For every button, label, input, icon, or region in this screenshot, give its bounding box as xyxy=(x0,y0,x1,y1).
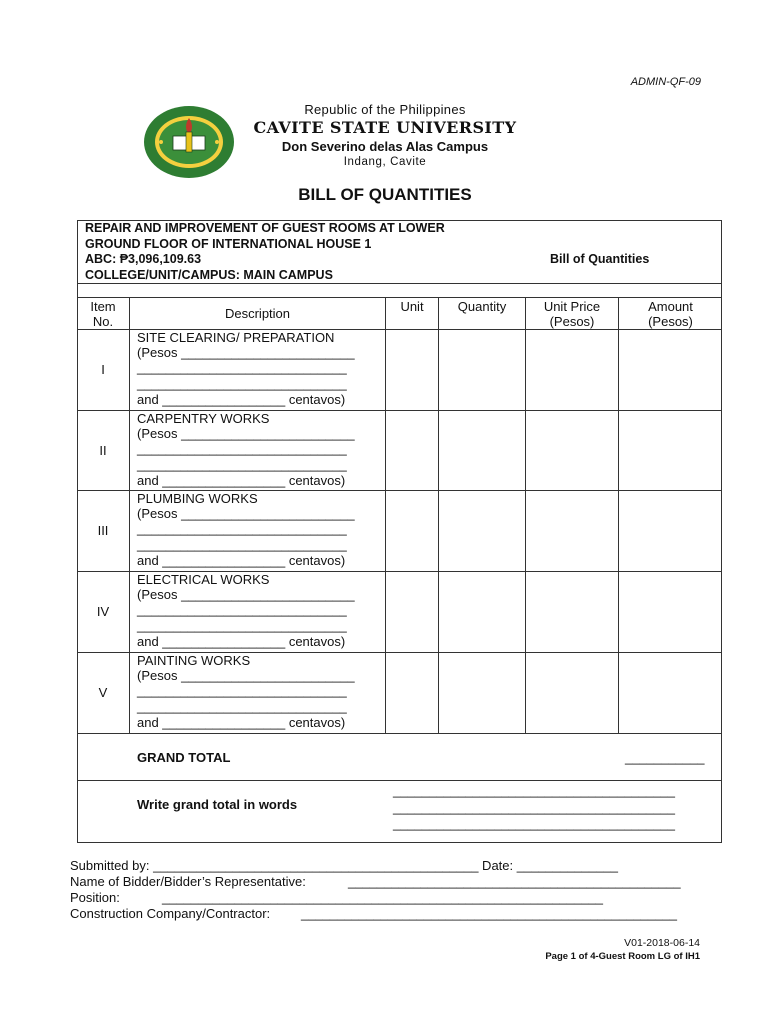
university-name: CAVITE STATE UNIVERSITY xyxy=(253,118,517,137)
item-number: II xyxy=(99,443,107,458)
pesos-line-2[interactable]: _____________________________ xyxy=(137,457,347,472)
grand-total-words-line-1[interactable]: _______________________________________ xyxy=(393,783,675,798)
position-field[interactable]: _____________________________________________________________ xyxy=(162,890,604,905)
pesos-line-1[interactable]: _____________________________ xyxy=(137,602,347,617)
position-label: Position: xyxy=(70,890,120,905)
republic-line: Republic of the Philippines xyxy=(304,102,466,117)
item-title: ELECTRICAL WORKS xyxy=(137,572,270,587)
project-unit: COLLEGE/UNIT/CAMPUS: MAIN CAMPUS xyxy=(85,268,333,282)
submitted-by-row[interactable]: Submitted by: _____________________________________________ Date: ______________ xyxy=(70,858,618,873)
item-title: PLUMBING WORKS xyxy=(137,491,258,506)
centavos-field[interactable]: and _________________ centavos) xyxy=(137,392,346,407)
header-unit: Unit xyxy=(400,299,424,314)
pesos-field[interactable]: (Pesos ________________________ xyxy=(137,345,355,360)
bill-label: Bill of Quantities xyxy=(550,252,650,266)
pesos-line-2[interactable]: _____________________________ xyxy=(137,699,347,714)
grand-total-label: GRAND TOTAL xyxy=(137,750,231,765)
pesos-field[interactable]: (Pesos ________________________ xyxy=(137,506,355,521)
pesos-line-2[interactable]: _____________________________ xyxy=(137,537,347,552)
grand-total-words-label: Write grand total in words xyxy=(137,797,298,812)
footer-page: Page 1 of 4-Guest Room LG of IH1 xyxy=(545,951,700,962)
campus-location: Indang, Cavite xyxy=(343,156,427,168)
item-title: CARPENTRY WORKS xyxy=(137,411,270,426)
item-number: I xyxy=(101,362,105,377)
grand-total-field[interactable]: ___________ xyxy=(625,750,705,765)
header-amount: Amount (Pesos) xyxy=(648,299,693,329)
centavos-field[interactable]: and _________________ centavos) xyxy=(137,553,346,568)
header-quantity: Quantity xyxy=(457,299,507,314)
pesos-line-1[interactable]: _____________________________ xyxy=(137,683,347,698)
company-field[interactable]: ____________________________________________________ xyxy=(301,906,677,921)
centavos-field[interactable]: and _________________ centavos) xyxy=(137,473,346,488)
header-description: Description xyxy=(224,306,291,321)
item-title: SITE CLEARING/ PREPARATION xyxy=(137,330,335,345)
footer-version: V01-2018-06-14 xyxy=(624,937,700,949)
bidder-name-field[interactable]: ______________________________________________ xyxy=(348,874,681,889)
document-title: BILL OF QUANTITIES xyxy=(298,185,472,204)
form-code: ADMIN-QF-09 xyxy=(630,76,701,88)
item-title: PAINTING WORKS xyxy=(137,653,251,668)
header-item-no: Item No. xyxy=(90,299,116,329)
campus-name: Don Severino delas Alas Campus xyxy=(281,139,489,154)
project-title-line1: REPAIR AND IMPROVEMENT OF GUEST ROOMS AT LOWER xyxy=(85,221,445,235)
grand-total-words-line-3[interactable]: _______________________________________ xyxy=(393,816,675,831)
pesos-field[interactable]: (Pesos ________________________ xyxy=(137,668,355,683)
bidder-name-label: Name of Bidder/Bidder’s Representative: xyxy=(70,874,306,889)
centavos-field[interactable]: and _________________ centavos) xyxy=(137,715,346,730)
item-number: IV xyxy=(96,604,110,619)
header-unit-price: Unit Price (Pesos) xyxy=(543,299,601,329)
item-number: III xyxy=(97,523,109,538)
pesos-field[interactable]: (Pesos ________________________ xyxy=(137,426,355,441)
project-abc: ABC: ₱3,096,109.63 xyxy=(85,252,202,266)
pesos-line-2[interactable]: _____________________________ xyxy=(137,376,347,391)
company-label: Construction Company/Contractor: xyxy=(70,906,271,921)
project-title-line2: GROUND FLOOR OF INTERNATIONAL HOUSE 1 xyxy=(85,237,372,251)
pesos-line-1[interactable]: _____________________________ xyxy=(137,441,347,456)
centavos-field[interactable]: and _________________ centavos) xyxy=(137,634,346,649)
pesos-field[interactable]: (Pesos ________________________ xyxy=(137,587,355,602)
item-number: V xyxy=(98,685,108,700)
pesos-line-1[interactable]: _____________________________ xyxy=(137,521,347,536)
pesos-line-2[interactable]: _____________________________ xyxy=(137,618,347,633)
grand-total-words-line-2[interactable]: _______________________________________ xyxy=(393,800,675,815)
pesos-line-1[interactable]: _____________________________ xyxy=(137,360,347,375)
